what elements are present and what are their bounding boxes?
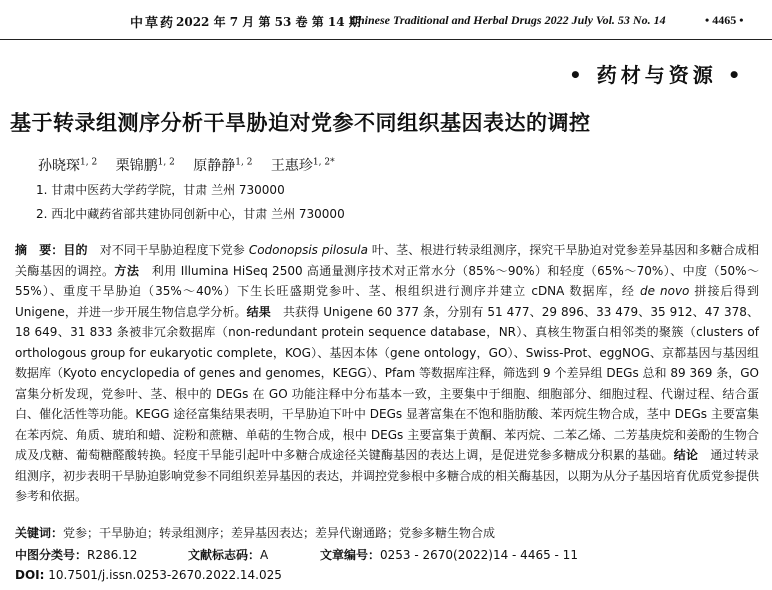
methods-label: 方法 — [114, 263, 140, 278]
objective-text-end: 叶、茎、根进行转录组测序，探究干旱胁迫对党参差异基因和多糖合成相关酶基因的调控。 — [15, 243, 759, 278]
clc-value: R286.12 — [87, 548, 138, 562]
abstract-label: 摘 要： — [15, 243, 64, 257]
author-name: 孙晓琛 — [38, 158, 80, 174]
author — [38, 158, 97, 174]
page-number: • 4465 • — [705, 13, 744, 27]
objective-text: 对不同干旱胁迫程度下党参 — [99, 243, 249, 257]
section-tag: • 药材与资源 • — [569, 63, 745, 87]
keywords-value: 党参；干旱胁迫；转录组测序；差异基因表达；差异代谢通路；党参多糖生物合成 — [63, 526, 496, 540]
de-novo-term: de novo — [640, 284, 690, 298]
doi-value: 10.7501/j.issn.0253-2670.2022.14.025 — [48, 568, 282, 582]
author — [116, 158, 175, 174]
keywords-row — [15, 524, 495, 541]
author-name: 原静静 — [193, 158, 236, 174]
author-name: 栗锦鹏 — [115, 158, 158, 174]
clc-label: 中图分类号： — [15, 548, 88, 562]
author-affiliation-mark: 1, 2 — [80, 157, 98, 168]
author — [271, 158, 335, 174]
journal-name-cn: 中草药 — [130, 16, 176, 31]
article-number-value: 0253 - 2670(2022)14 - 4465 - 11 — [380, 548, 578, 562]
methods-text-end: 拼接后得到 Unigene，并进一步开展生物信息学分析。 — [15, 284, 759, 319]
author-affiliation-mark: 1, 2 — [235, 157, 253, 168]
author-affiliation-mark: 1, 2 — [157, 157, 175, 168]
doi-row — [15, 568, 282, 582]
article-title: 基于转录组测序分析干旱胁迫对党参不同组织基因表达的调控 — [10, 111, 591, 135]
article-number — [320, 546, 578, 563]
objective-label: 目的 — [63, 243, 88, 257]
article-number-label: 文章编号： — [320, 548, 381, 562]
conclusion-label: 结论 — [673, 448, 699, 462]
conclusion-text: 通过转录组测序，初步表明干旱胁迫影响党参不同组织差异基因的表达，并调控党参根中多糖合成的相关酶基因，以期为从分子基因培育优质党参提供参考和依据。 — [15, 448, 760, 503]
author — [193, 158, 252, 174]
methods-text: 利用 Illumina HiSeq 2500 高通量测序技术对正常水分（85%～90%）和轻度（65%～70%）、中度（50%～55%）、重度干旱胁迫（35%～40%）下生长旺盛期党参叶、茎、根组织进行测序并建立 cDNA 数据库，经 — [15, 263, 759, 298]
author-affiliation-mark: 1, 2* — [312, 157, 335, 168]
author-list — [38, 155, 349, 175]
keywords-label: 关键词： — [15, 526, 64, 540]
document-code — [188, 546, 268, 563]
abstract — [15, 240, 759, 507]
results-label: 结果 — [246, 304, 271, 319]
doc-code-label: 文献标志码： — [188, 548, 261, 562]
issue-date-volume: 2022 年 7 月 第 53 卷 第 14 期 — [176, 15, 361, 29]
author-name: 王惠珍 — [270, 158, 313, 174]
doc-code-value: A — [260, 548, 269, 562]
journal-name-en: Chinese Traditional and Herbal Drugs 2022 July Vol. 53 No. 14 — [350, 13, 666, 27]
species-name: Codonopsis pilosula — [248, 243, 368, 257]
affiliation-1: 1. 甘肃中医药大学药学院，甘肃 兰州 730000 — [36, 183, 285, 197]
page-header — [0, 0, 772, 40]
affiliation-2: 2. 西北中藏药省部共建协同创新中心，甘肃 兰州 730000 — [36, 207, 345, 221]
doi-label: DOI: — [15, 568, 45, 582]
clc-number — [15, 546, 137, 563]
results-text: 共获得 Unigene 60 377 条，分别有 51 477、29 896、33 479、35 912、47 378、18 649、31 833 条被非冗余数据库（non-redundant protein sequence database，NR）、真核生物蛋白相邻类的聚簇（clusters of orthologous group for eukaryotic complete，KOG）、基因本体（gene ontology，GO）、Swiss-Prot、eggNOG、京都基因与基因组数据库（Kyoto encyclopedia of genes and genomes，KEGG）、Pfam 等数据库注释，筛选到 9 个差异组 DEGs 总和 89 369 条，GO 富集分析发现，党参叶、茎、根中的 DEGs 在 GO 功能注释中分布基本一致，主要集中于细胞、细胞部分、细胞过程、代谢过程、结合蛋白、催化活性等功能。KEGG 途径富集结果表明，干旱胁迫下叶中 DEGs 显著富集在不饱和脂肪酸、苯丙烷生物合成，茎中 DEGs 主要富集在苯丙烷、角质、琥珀和蜡、淀粉和蔗糖、单萜的生物合成，根中 DEGs 主要富集于黄酮、苯丙烷、二苯乙烯、二芳基庚烷和姜酚的生物合成及戊糖、葡萄糖醛酸转换。轻度干旱能引起叶中多糖合成途径关键酶基因的表达上调，是促进党参多糖成分积累的基础。 — [15, 304, 759, 462]
